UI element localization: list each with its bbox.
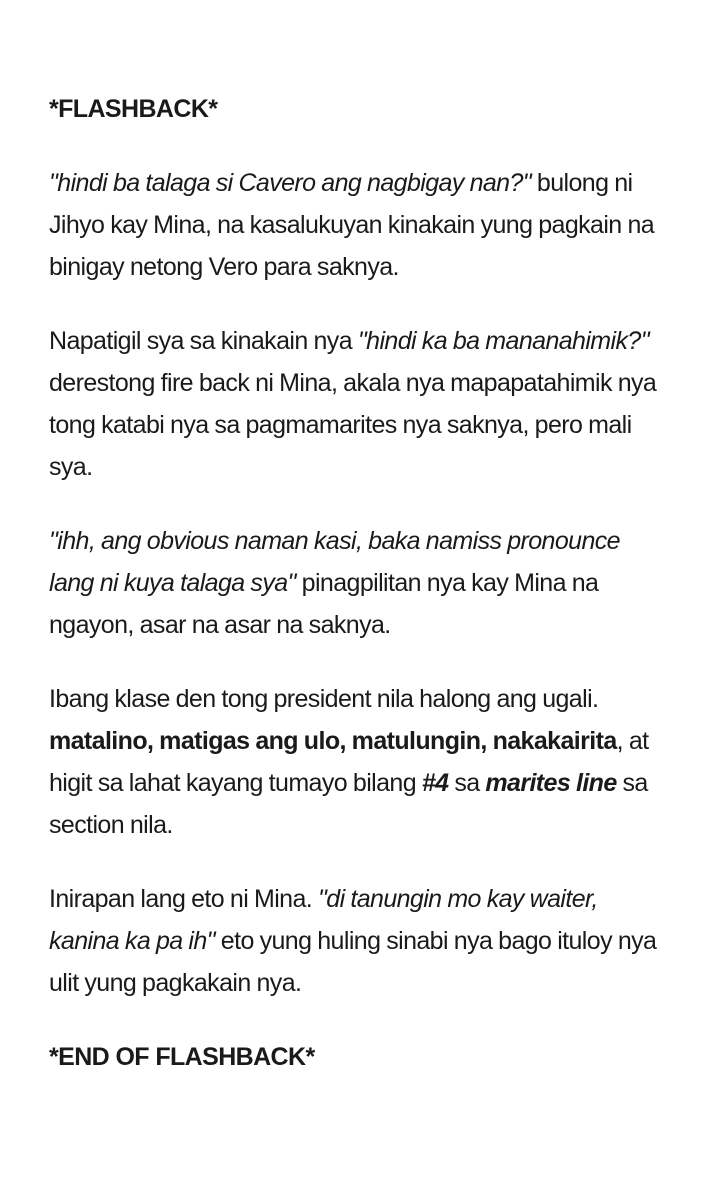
bold-traits: matalino, matigas ang ulo, matulungin, nakakairita (49, 727, 617, 755)
narration-text: Ibang klase den tong president nila halong ang ugali. (49, 685, 599, 713)
flashback-start-marker: *FLASHBACK* (49, 95, 218, 123)
bold-italic-rank (422, 769, 449, 797)
narration-text: sa (448, 769, 486, 797)
story-paragraph-2 (49, 320, 670, 488)
narration-text: eto yung huling sinabi nya bago ituloy nya ulit yung pagkakain nya. (49, 927, 657, 997)
rank-text: #4 (421, 769, 449, 797)
narration-text: Napatigil sya sa kinakain nya (49, 327, 358, 355)
dialogue-quote: "di tanungin mo kay waiter, kanina ka pa ih" (49, 885, 598, 955)
narration-text: bulong ni Jihyo kay Mina, na kasalukuyan kinakain yung pagkain na binigay netong Vero para saknya. (49, 169, 655, 281)
narration-text: Inirapan lang eto ni Mina. (49, 885, 318, 913)
narration-text: pinagpilitan nya kay Mina na ngayon, asar na asar na saknya. (49, 569, 599, 639)
marites-line-text: marites line (485, 769, 617, 797)
narration-text: , at higit sa lahat kayang tumayo bilang (49, 727, 649, 797)
story-paragraph-5 (49, 878, 670, 1004)
narration-text: derestong fire back ni Mina, akala nya mapapatahimik nya tong katabi nya sa pagmamarites nya saknya, pero mali sya. (49, 369, 657, 481)
story-paragraph-3 (49, 520, 670, 646)
flashback-end-marker: *END OF FLASHBACK* (49, 1043, 315, 1071)
story-paragraph-1 (49, 162, 670, 288)
bold-italic-line (485, 769, 616, 797)
dialogue-quote: "hindi ka ba mananahimik?" (357, 327, 649, 355)
dialogue-quote: "hindi ba talaga si Cavero ang nagbigay nan?" (49, 169, 532, 197)
story-paragraph-4 (49, 678, 670, 846)
narration-text: sa section nila. (49, 769, 648, 839)
dialogue-quote: "ihh, ang obvious naman kasi, baka namiss pronounce lang ni kuya talaga sya" (49, 527, 620, 597)
